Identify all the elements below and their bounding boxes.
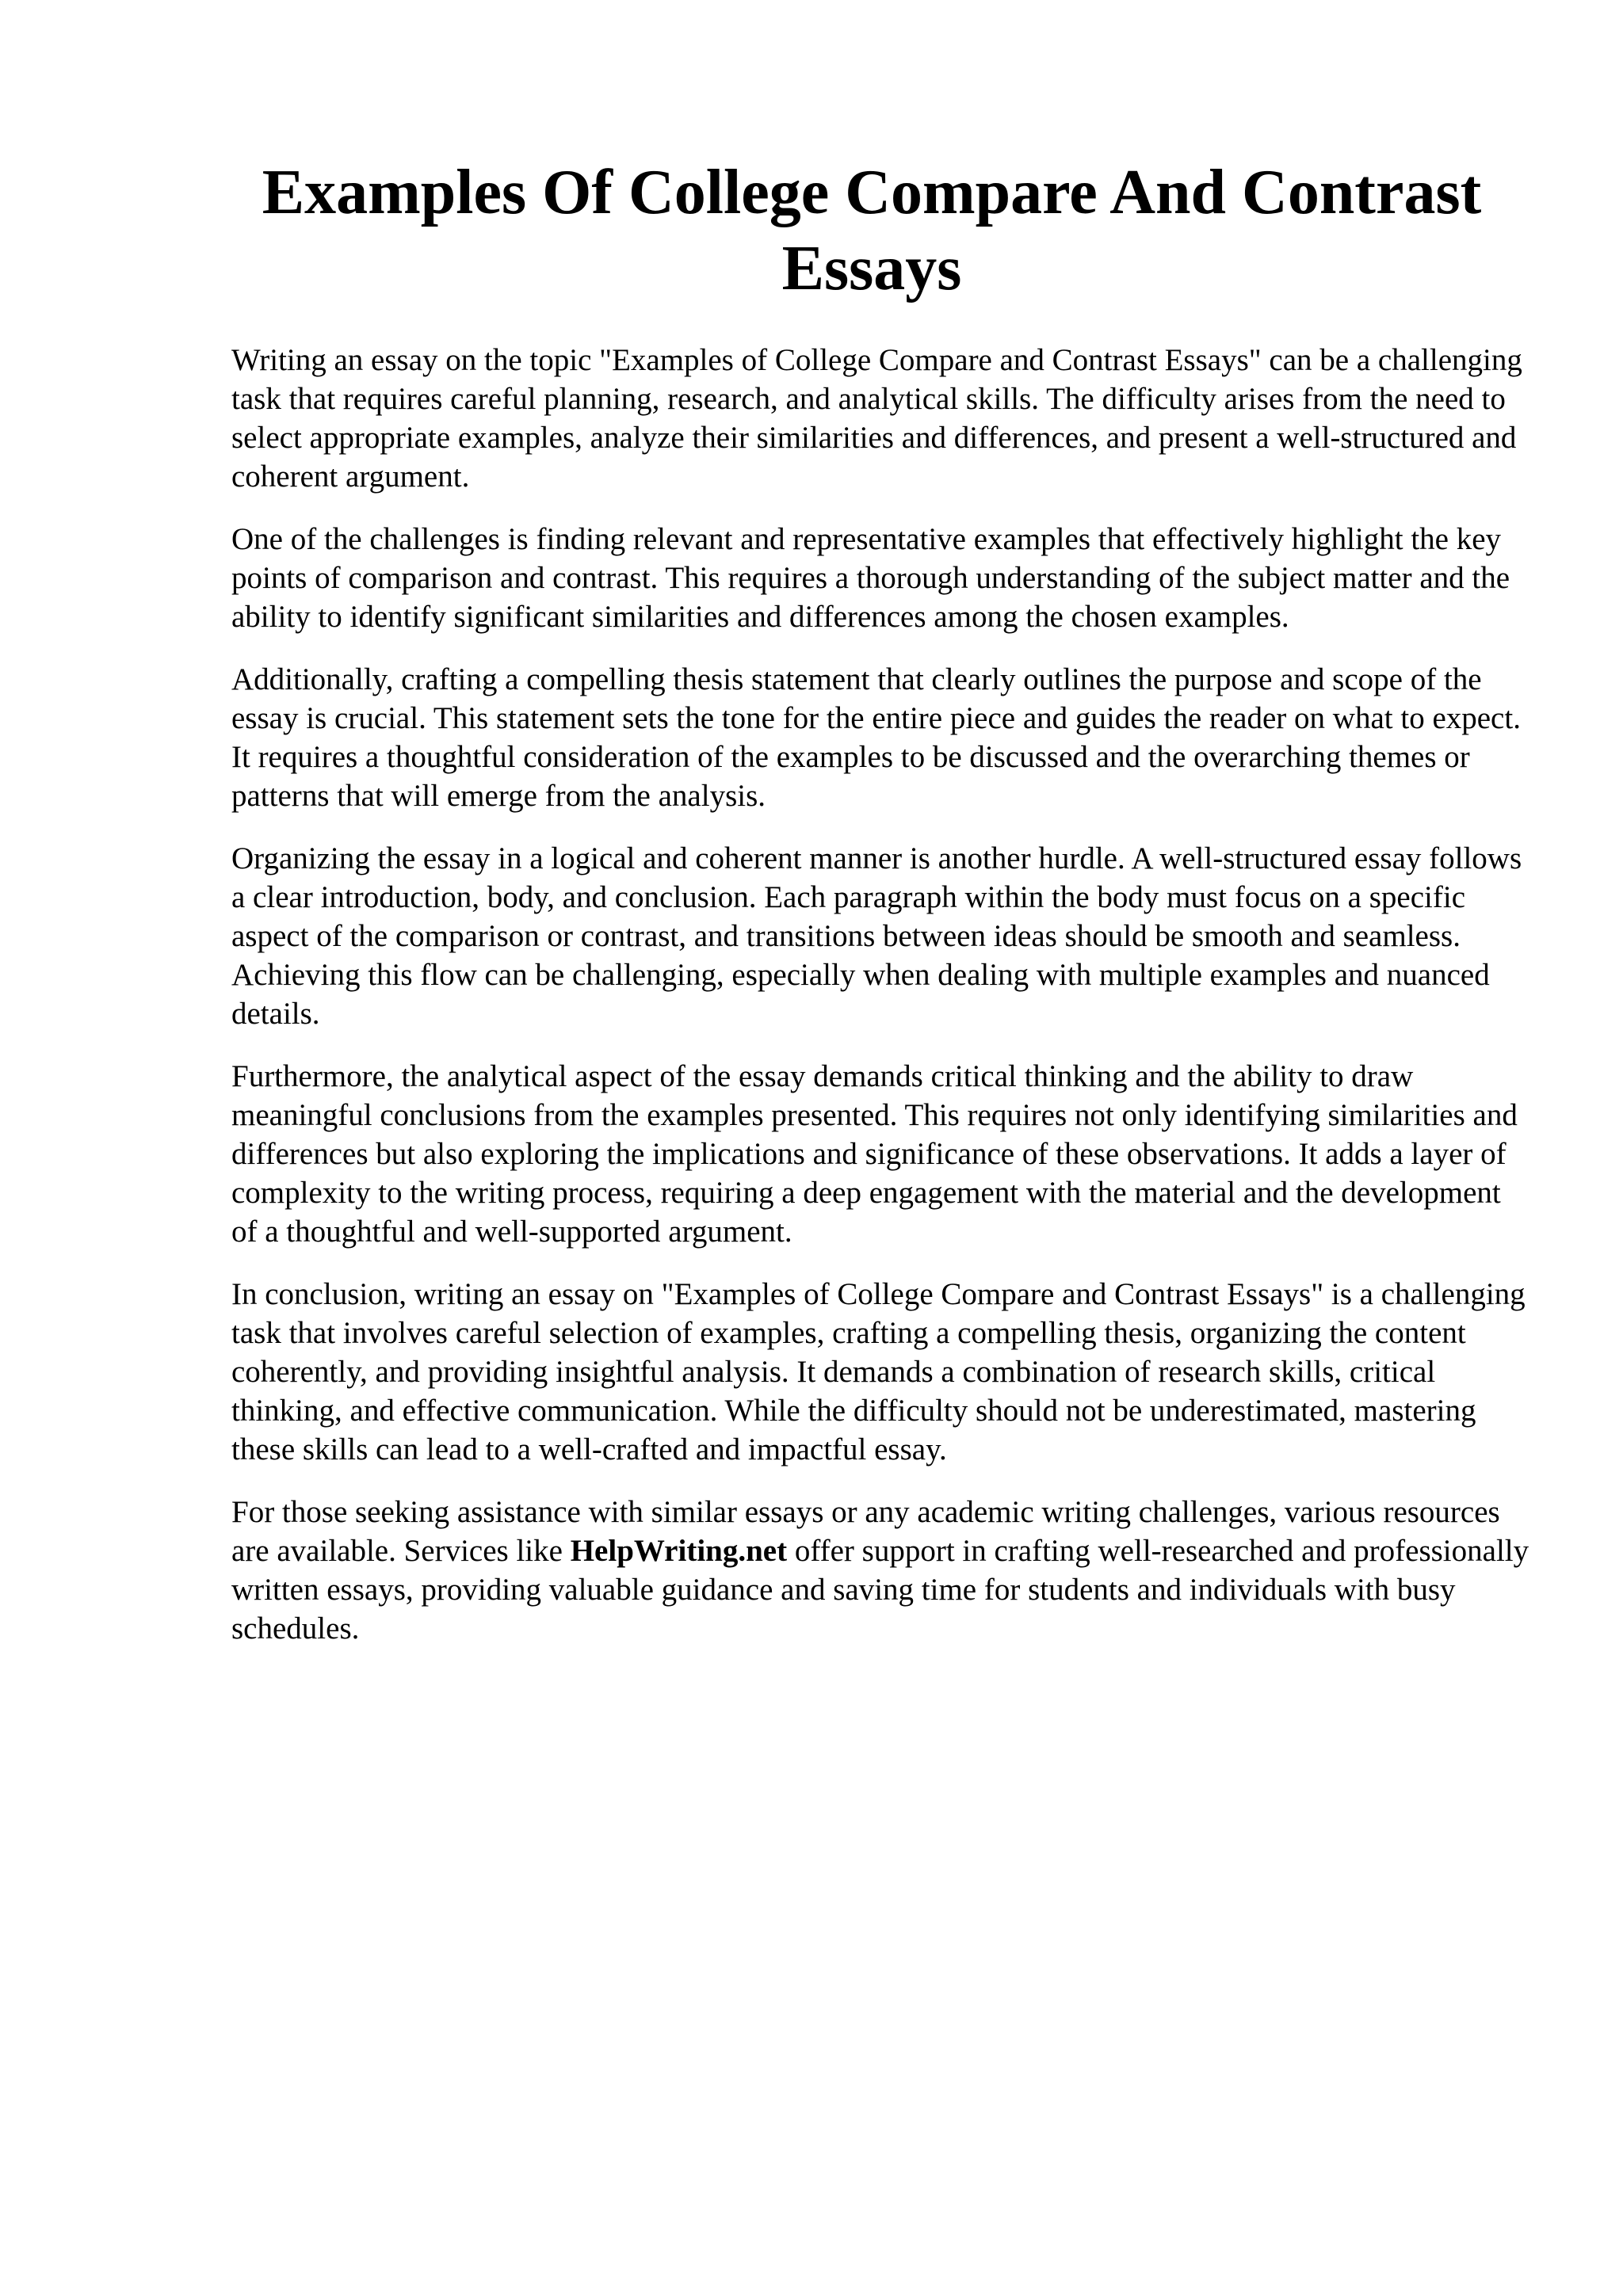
closing-text-before: For those seeking assistance with similar essays or any academic writing challenges, various resources are available. Services like — [231, 1495, 1500, 1568]
page-title: Examples Of College Compare And Contrast Essays — [262, 158, 1482, 303]
paragraph-4: Organizing the essay in a logical and coherent manner is another hurdle. A well-structured essay follows a clear introduction, body, and conclusion. Each paragraph within the body must focus on a specific aspect of the comparison or contrast, and transitions between ideas should be smooth and seamless. Achieving this flow can be challenging, especially when dealing with multiple examples and nuanced details. — [231, 841, 1522, 1031]
closing-text-after: offer support in crafting well-researched and professionally written essays, providing valuable guidance and saving time for students and individuals with busy schedules. — [231, 1534, 1529, 1646]
closing-paragraph — [231, 1493, 1531, 1648]
helpwriting-link[interactable]: HelpWriting.net — [570, 1534, 788, 1568]
paragraph-1: Writing an essay on the topic "Examples of College Compare and Contrast Essays" can be a challenging task that requires careful planning, research, and analytical skills. The difficulty arises from the need to select appropriate examples, analyze their similarities and differences, and present a well-structured and coherent argument. — [231, 343, 1522, 494]
paragraph-5: Furthermore, the analytical aspect of the essay demands critical thinking and the ability to draw meaningful conclusions from the examples presented. This requires not only identifying similarities and differences but also exploring the implications and significance of these observations. It adds a layer of complexity to the writing process, requiring a deep engagement with the material and the development of a thoughtful and well-supported argument. — [231, 1059, 1518, 1249]
paragraph-3: Additionally, crafting a compelling thesis statement that clearly outlines the purpose and scope of the essay is crucial. This statement sets the tone for the entire piece and guides the reader on what to expect. It requires a thoughtful consideration of the examples to be discussed and the overarching themes or patterns that will emerge from the analysis. — [231, 662, 1521, 813]
essay-body — [231, 341, 1531, 1672]
paragraph-6: In conclusion, writing an essay on "Examples of College Compare and Contrast Essays" is a challenging task that involves careful selection of examples, crafting a compelling thesis, organizing the content coherently, and providing insightful analysis. It demands a combination of research skills, critical thinking, and effective communication. While the difficulty should not be underestimated, mastering these skills can lead to a well-crafted and impactful essay. — [231, 1277, 1526, 1466]
paragraph-2: One of the challenges is finding relevant and representative examples that effectively highlight the key points of comparison and contrast. This requires a thorough understanding of the subject matter and the ability to identify significant similarities and differences among the chosen examples. — [231, 522, 1510, 634]
